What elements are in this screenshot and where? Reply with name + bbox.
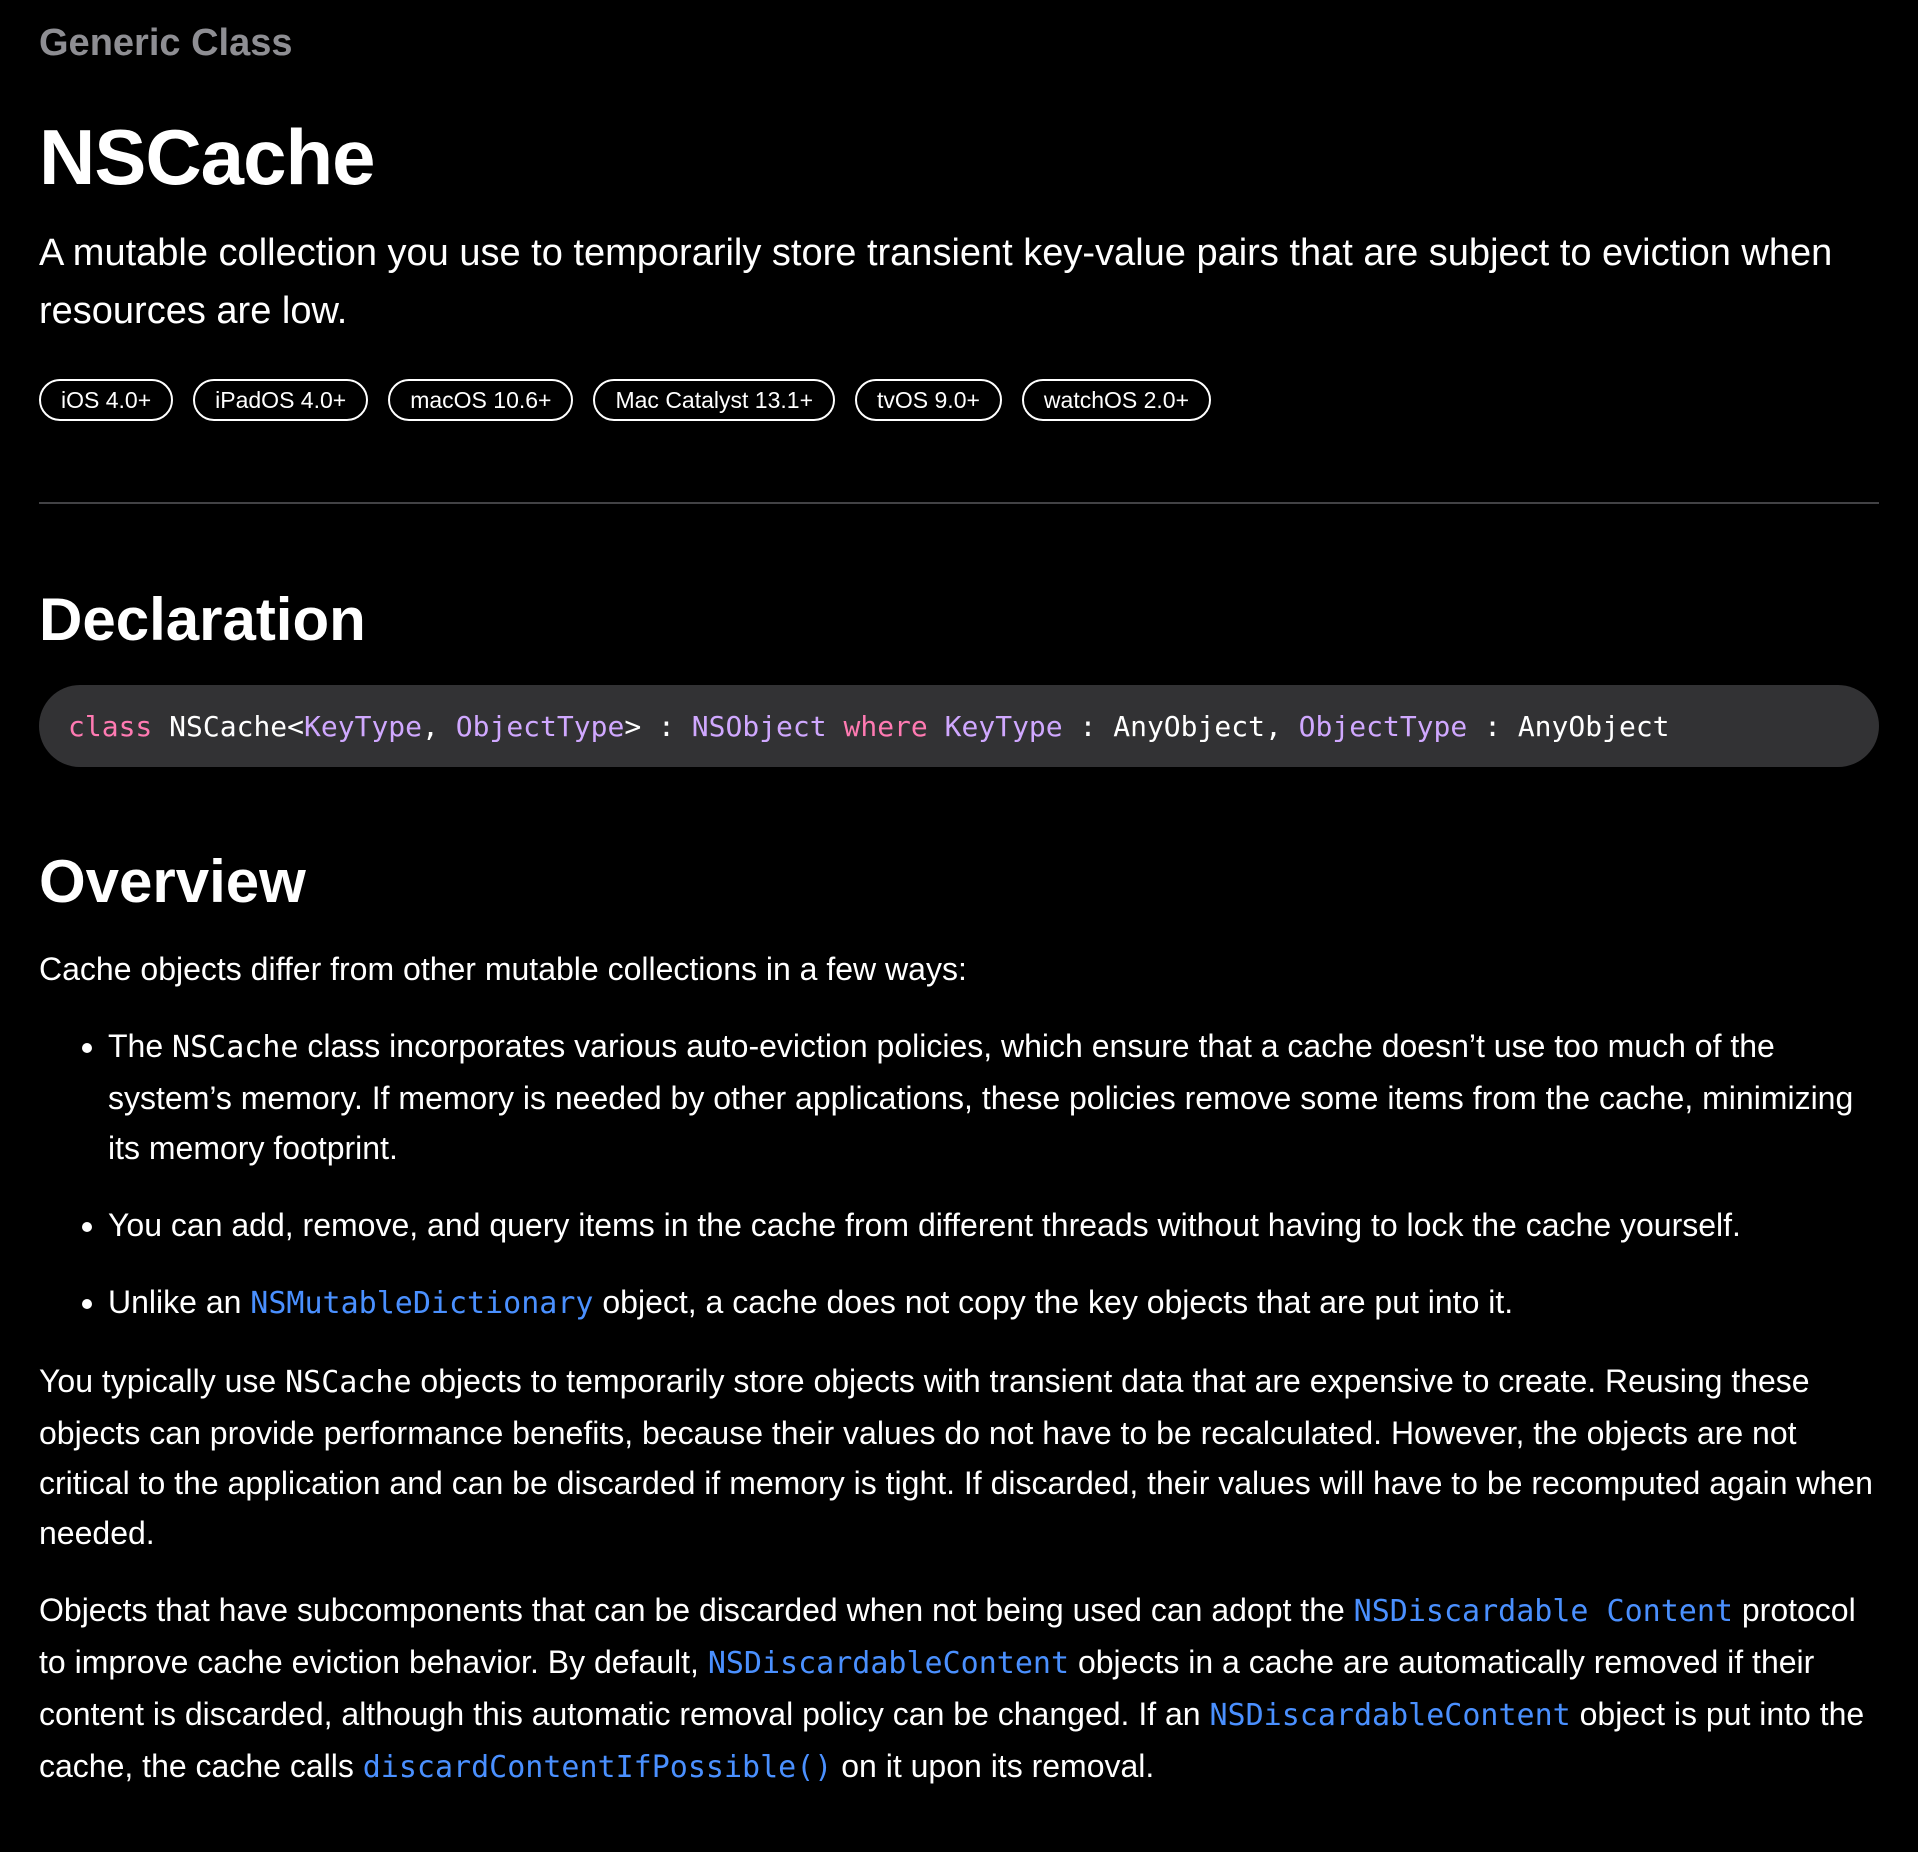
code-space: [928, 710, 945, 743]
code-text: ,: [422, 709, 456, 743]
list-item: • You can add, remove, and query items in the cache from different threads without having to lock the cache yourself.: [108, 1200, 1889, 1250]
code-type: ObjectType: [1298, 709, 1468, 743]
text: on it upon its removal.: [832, 1748, 1155, 1784]
platform-badge-tvos: tvOS 9.0+: [855, 379, 1002, 421]
code-keyword: where: [843, 709, 928, 743]
code-type: KeyType: [304, 709, 423, 743]
text: objects in a cache are automatically removed if their content is discarded, although this automatic removal policy can be changed. If an: [39, 1644, 1815, 1732]
link-nsdiscardablecontent[interactable]: NSDiscardableContent: [1209, 1698, 1571, 1733]
abstract: A mutable collection you use to temporarily store transient key-value pairs that are subject to eviction when resources are low.: [39, 232, 1833, 332]
code-text: > :: [624, 709, 692, 743]
platform-badge-ios: iOS 4.0+: [39, 379, 173, 421]
code-type[interactable]: NSObject: [691, 709, 827, 743]
text: You typically use: [39, 1363, 286, 1399]
link-discardcontentifpossible[interactable]: discardContentIfPossible(): [362, 1750, 833, 1785]
text: class incorporates various auto-eviction policies, which ensure that a cache doesn’t use too much of the system’s memory. If memory is needed by other applications, these policies remove some items from the cache, minimizing its memory footprint.: [108, 1028, 1854, 1166]
declaration-code: [39, 685, 1879, 767]
code-text: : AnyObject: [1467, 709, 1670, 743]
link-nsdiscardablecontent[interactable]: NSDiscardable Content: [1353, 1594, 1733, 1629]
overview-paragraph: [39, 1356, 1889, 1558]
code-type: ObjectType: [455, 709, 625, 743]
platform-badge-mac-catalyst: Mac Catalyst 13.1+: [593, 379, 835, 421]
text: object, a cache does not copy the key objects that are put into it.: [593, 1284, 1514, 1320]
code-keyword: class: [68, 709, 153, 743]
link-nsdiscardablecontent[interactable]: NSDiscardableContent: [707, 1646, 1070, 1681]
inline-code: NSCache: [172, 1030, 299, 1065]
platform-badges: [39, 379, 1211, 421]
list-item: [108, 1021, 1889, 1173]
code-text: NSCache<: [152, 709, 305, 743]
overview-intro: Cache objects differ from other mutable collections in a few ways:: [39, 951, 967, 987]
platform-badge-macos: macOS 10.6+: [388, 379, 573, 421]
code-space: [827, 710, 844, 743]
platform-badge-ipados: iPadOS 4.0+: [193, 379, 368, 421]
role-heading: Generic Class: [39, 22, 293, 64]
code-text: : AnyObject,: [1062, 709, 1299, 743]
overview-body: [39, 944, 1889, 1820]
code-type: KeyType: [944, 709, 1063, 743]
text: object is put into the cache, the cache calls: [39, 1696, 1865, 1784]
text: protocol to improve cache eviction behavior. By default,: [39, 1592, 1856, 1680]
list-item: [108, 1277, 1889, 1329]
text: Unlike an: [108, 1284, 251, 1320]
page-title: NSCache: [39, 113, 375, 201]
text: The: [108, 1028, 173, 1064]
inline-code: NSCache: [285, 1365, 412, 1400]
declaration-heading: Declaration: [39, 586, 366, 653]
overview-paragraph: [39, 1585, 1889, 1793]
text: objects to temporarily store objects with transient data that are expensive to create. Reusing these objects can provide performance benefits, because their values do not have to be recalculated. However, the objects are not critical to the application and can be discarded if memory is tight. If discarded, their values will have to be recomputed again when needed.: [39, 1363, 1873, 1551]
overview-heading: Overview: [39, 848, 306, 915]
link-nsmutabledictionary[interactable]: NSMutableDictionary: [250, 1286, 594, 1321]
platform-badge-watchos: watchOS 2.0+: [1022, 379, 1211, 421]
text: Objects that have subcomponents that can be discarded when not being used can adopt the: [39, 1592, 1354, 1628]
divider: [39, 502, 1879, 504]
overview-list: [39, 1021, 1889, 1329]
